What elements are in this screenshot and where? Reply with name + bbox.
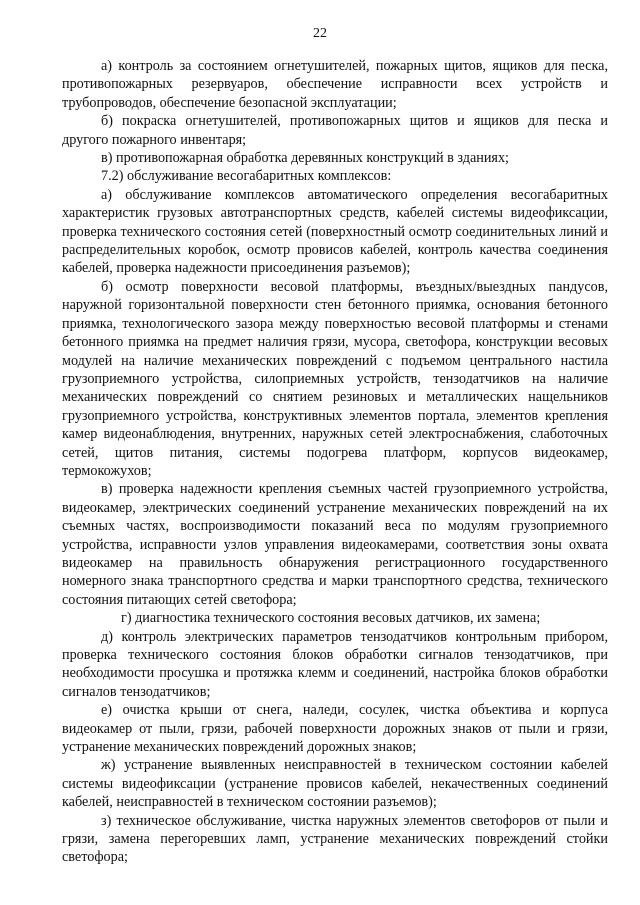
- paragraph-item-zh: ж) устранение выявленных неисправностей в техническом состоянии кабелей системы видеофиксации (устранение провисов кабелей, некачественных соединений кабелей, неисправностей в техническом состоянии разъемов);: [62, 757, 608, 811]
- paragraph-item-d: д) контроль электрических параметров тензодатчиков контрольным прибором, проверка технического состояния блоков обработки сигналов тензодатчиков, при необходимости просушка и протяжка клемм и соединений, настройка блоков обработки сигналов тензодатчиков;: [62, 628, 608, 700]
- paragraph-item-v: в) проверка надежности крепления съемных частей грузоприемного устройства, видеокамер, электрических соединений устранение механических повреждений на их съемных частях, воспроизводимости показаний веса по модулям грузоприемного устройства, исправности узлов управления видеокамерами, соответствия зоны охвата видеокамер на правильность обнаружения регистрационного государственного номерного знака транспортного средства и марки транспортного средства, технического состояния питающих сетей светофора;: [62, 481, 608, 608]
- paragraph-item-e: е) очистка крыши от снега, наледи, сосулек, чистка объектива и корпуса видеокамер от пыли, грязи, рабочей поверхности дорожных знаков от пыли и грязи, устранение механических повреждений дорожных знаков;: [62, 702, 608, 756]
- paragraph-item-g: г) диагностика технического состояния весовых датчиков, их замена;: [121, 610, 541, 627]
- document-body: [62, 57, 608, 867]
- paragraph-item-z: з) техническое обслуживание, чистка наружных элементов светофоров от пыли и грязи, замена перегоревших ламп, устранение механических повреждений стойки светофора;: [62, 812, 608, 866]
- section-heading-weigh-complexes: 7.2) обслуживание весогабаритных комплексов:: [101, 168, 392, 185]
- paragraph-item-b: б) осмотр поверхности весовой платформы, въездных/выездных пандусов, наружной горизонтальной поверхности стен бетонного приямка, основания бетонного приямка, технологического зазора между поверхностью весовой платформы и стенами бетонного приямка на предмет наличия грязи, мусора, светофора, конструкции весовых модулей на наличие механических повреждений с подъемом центрального настила грузоприемного устройства, силоприемных устройств, тензодатчиков на наличие механических повреждений со снятием резиновых и металлических нащельников грузоприемного устройства, конструктивных элементов портала, элементов крепления камер видеонаблюдения, внутренних, наружных сетей электроснабжения, слаботочных сетей, щитов питания, системы подогрева платформ, корпусов видеокамер, термокожухов;: [62, 278, 608, 479]
- page-number: 22: [313, 26, 327, 41]
- paragraph-fire-equipment-painting: б) покраска огнетушителей, противопожарных щитов и ящиков для песка и другого пожарного инвентаря;: [62, 113, 608, 148]
- paragraph-fireproofing-wood: в) противопожарная обработка деревянных конструкций в зданиях;: [101, 150, 509, 167]
- paragraph-fire-extinguisher-control: а) контроль за состоянием огнетушителей, пожарных щитов, ящиков для песка, противопожарных резервуаров, обеспечение исправности всех устройств и трубопроводов, обеспечение безопасной эксплуатации;: [62, 58, 608, 111]
- paragraph-item-a: а) обслуживание комплексов автоматического определения весогабаритных характеристик грузовых автотранспортных средств, кабелей системы видеофиксации, проверка технического состояния сетей (поверхностный осмотр соединительных линий и распределительных коробок, осмотр провисов кабелей, контроль качества соединения кабелей, проверка надежности присоединения разъемов);: [62, 186, 608, 277]
